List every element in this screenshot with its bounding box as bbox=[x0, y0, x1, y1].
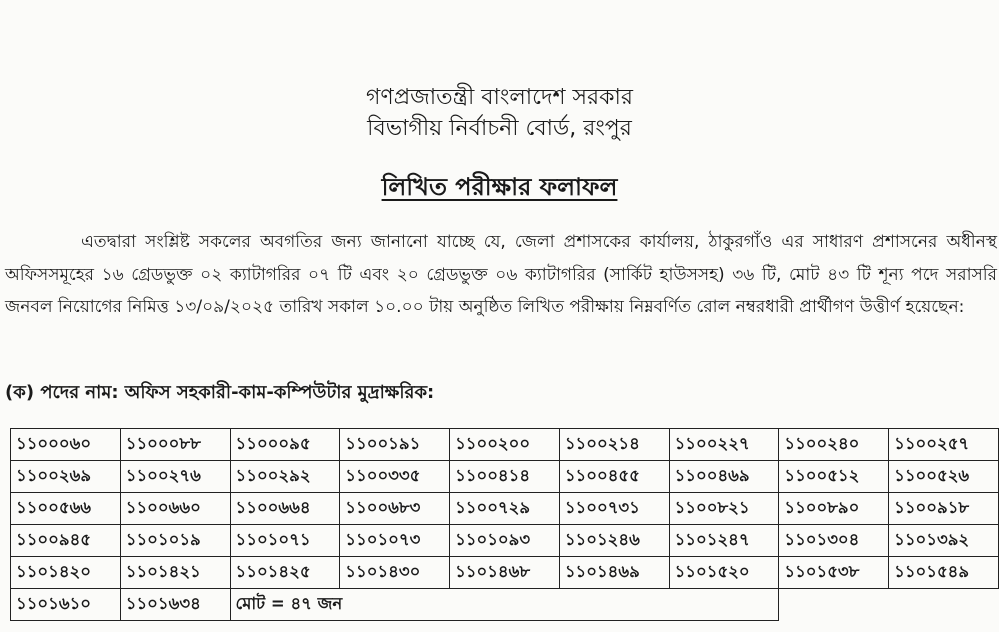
table-row bbox=[11, 557, 999, 589]
roll-number-cell: ১১০১৫৩৮ bbox=[779, 557, 889, 589]
table-row bbox=[11, 429, 999, 461]
roll-number-cell: ১১০০২৬৯ bbox=[11, 461, 121, 493]
document-title bbox=[0, 172, 999, 202]
roll-number-cell: ১১০০৭২৯ bbox=[450, 493, 560, 525]
roll-number-cell: ১১০১৫২০ bbox=[669, 557, 779, 589]
table-row bbox=[11, 493, 999, 525]
roll-number-cell: ১১০০১৯১ bbox=[340, 429, 450, 461]
roll-number-cell: ১১০০০৬০ bbox=[11, 429, 121, 461]
roll-number-cell: ১১০০৩৩৫ bbox=[340, 461, 450, 493]
roll-number-cell: ১১০০৭৩১ bbox=[559, 493, 669, 525]
empty-cell bbox=[779, 589, 889, 621]
total-count-cell: মোট = ৪৭ জন bbox=[230, 589, 779, 621]
roll-number-cell: ১১০০৮৯০ bbox=[779, 493, 889, 525]
roll-number-cell: ১১০০৪৫৫ bbox=[559, 461, 669, 493]
roll-number-cell: ১১০০২৪০ bbox=[779, 429, 889, 461]
roll-number-cell: ১১০০৫২৬ bbox=[889, 461, 999, 493]
roll-number-cell: ১১০০৮২১ bbox=[669, 493, 779, 525]
empty-cell bbox=[889, 589, 999, 621]
roll-number-cell: ১১০১০১৯ bbox=[120, 525, 230, 557]
roll-number-cell: ১১০০২০০ bbox=[450, 429, 560, 461]
roll-number-cell: ১১০০২২৭ bbox=[669, 429, 779, 461]
roll-number-cell: ১১০০২৯২ bbox=[230, 461, 340, 493]
table-row bbox=[11, 589, 999, 621]
roll-number-cell: ১১০০২১৪ bbox=[559, 429, 669, 461]
table-row bbox=[11, 525, 999, 557]
roll-number-cell: ১১০১২৪৬ bbox=[559, 525, 669, 557]
government-name: গণপ্রজাতন্ত্রী বাংলাদেশ সরকার bbox=[365, 85, 634, 110]
roll-number-cell: ১১০১৪২৫ bbox=[230, 557, 340, 589]
roll-number-cell: ১১০১৫৪৯ bbox=[889, 557, 999, 589]
roll-number-cell: ১১০০৬৮৩ bbox=[340, 493, 450, 525]
roll-number-cell: ১১০১৪৩০ bbox=[340, 557, 450, 589]
roll-number-cell: ১১০০০৯৫ bbox=[230, 429, 340, 461]
roll-number-cell: ১১০১৩৯২ bbox=[889, 525, 999, 557]
roll-number-cell: ১১০০৯৪৫ bbox=[11, 525, 121, 557]
roll-number-cell: ১১০১৪৬৯ bbox=[559, 557, 669, 589]
document-title-text: লিখিত পরীক্ষার ফলাফল bbox=[381, 173, 618, 201]
roll-number-cell: ১১০০৫৬৬ bbox=[11, 493, 121, 525]
roll-number-cell: ১১০০৯১৮ bbox=[889, 493, 999, 525]
roll-number-cell: ১১০১৬১০ bbox=[11, 589, 121, 621]
roll-number-cell: ১১০১৪৬৮ bbox=[450, 557, 560, 589]
notice-paragraph: এতদ্বারা সংশ্লিষ্ট সকলের অবগতির জন্য জানানো যাচ্ছে যে, জেলা প্রশাসকের কার্যালয়, ঠাকুরগাঁও এর সাধারণ প্রশাসনের অধীনস্থ অফিসসমূহের ১৬ গ্রেডভুক্ত ০২ ক্যাটাগরির ০৭ টি এবং ২০ গ্রেডভুক্ত ০৬ ক্যাটাগরির (সার্কিট হাউসসহ) ৩৬ টি, মোট ৪৩ টি শূন্য পদে সরাসরি জনবল নিয়োগের নিমিত্ত ১৩/০৯/২০২৫ তারিখ সকাল ১০.০০ টায় অনুষ্ঠিত লিখিত পরীক্ষায় নিম্নবর্ণিত রোল নম্বরধারী প্রার্থীগণ উত্তীর্ণ হয়েছেন: bbox=[5, 232, 997, 317]
roll-number-cell: ১১০১৬৩৪ bbox=[120, 589, 230, 621]
roll-number-cell: ১১০১০৭১ bbox=[230, 525, 340, 557]
roll-number-cell: ১১০০২৭৬ bbox=[120, 461, 230, 493]
roll-number-cell: ১১০০৬৬৪ bbox=[230, 493, 340, 525]
roll-number-cell: ১১০০৬৬০ bbox=[120, 493, 230, 525]
roll-number-cell: ১১০০৫১২ bbox=[779, 461, 889, 493]
roll-number-cell: ১১০০৪১৪ bbox=[450, 461, 560, 493]
roll-number-cell: ১১০০০৮৮ bbox=[120, 429, 230, 461]
roll-number-cell: ১১০১২৪৭ bbox=[669, 525, 779, 557]
roll-number-cell: ১১০০৪৬৯ bbox=[669, 461, 779, 493]
roll-number-cell: ১১০১০৯৩ bbox=[450, 525, 560, 557]
roll-number-cell: ১১০১০৭৩ bbox=[340, 525, 450, 557]
roll-number-cell: ১১০১৪২১ bbox=[120, 557, 230, 589]
roll-number-cell: ১১০১৪২০ bbox=[11, 557, 121, 589]
table-row bbox=[11, 461, 999, 493]
roll-number-cell: ১১০১৩০৪ bbox=[779, 525, 889, 557]
post-heading: (ক) পদের নাম: অফিস সহকারী-কাম-কম্পিউটার মুদ্রাক্ষরিক: bbox=[5, 382, 435, 403]
board-name: বিভাগীয় নির্বাচনী বোর্ড, রংপুর bbox=[367, 116, 632, 141]
roll-number-cell: ১১০০২৫৭ bbox=[889, 429, 999, 461]
roll-number-table bbox=[10, 428, 999, 621]
